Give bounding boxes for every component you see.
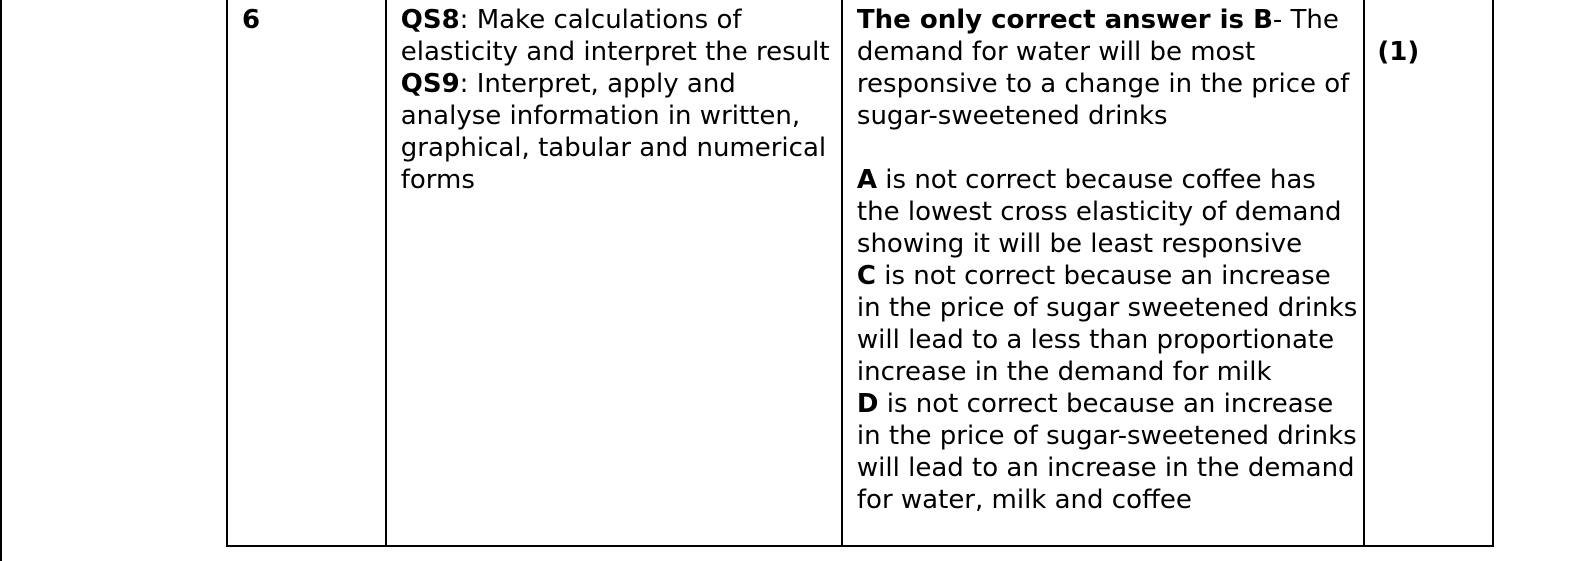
skill-code: QS9 — [400, 69, 460, 99]
mark-value: (1) — [1377, 37, 1420, 67]
spacer — [857, 132, 1359, 164]
page-left-border — [0, 0, 2, 561]
distractor-letter: D — [856, 389, 879, 419]
skill-description: : Interpret, apply and analyse information in written, graphical, tabular and numerical forms — [400, 69, 827, 195]
specification-cell — [386, 0, 842, 546]
skill-code: QS8 — [400, 5, 460, 35]
correct-answer-text: - The demand for water will be most responsive to a change in the price of sugar-sweetened drinks — [856, 5, 1350, 131]
distractor-text: is not correct because an increase in the price of sugar-sweetened drinks will lead to an increase in the demand for water, milk and coffee — [856, 389, 1357, 515]
correct-answer — [857, 4, 1359, 132]
distractor-a — [857, 164, 1359, 260]
question-number: 6 — [242, 5, 261, 35]
mark-scheme-table — [226, 0, 1494, 547]
skill-qs8 — [401, 4, 841, 68]
question-number-cell — [227, 0, 386, 546]
distractor-letter: C — [856, 261, 876, 291]
answer-cell — [842, 0, 1364, 546]
distractor-text: is not correct because an increase in the price of sugar sweetened drinks will lead to a less than proportionate increase in the demand for milk — [856, 261, 1358, 387]
distractor-letter: A — [856, 165, 878, 195]
skill-qs9 — [401, 68, 841, 196]
table-row — [227, 0, 1493, 546]
correct-answer-label: The only correct answer is B — [856, 5, 1273, 35]
distractor-text: is not correct because coffee has the lowest cross elasticity of demand showing it will be least responsive — [856, 165, 1342, 259]
distractor-c — [857, 260, 1359, 388]
distractor-d — [857, 388, 1359, 516]
mark-cell — [1364, 0, 1493, 546]
skill-description: : Make calculations of elasticity and interpret the result — [400, 5, 830, 67]
